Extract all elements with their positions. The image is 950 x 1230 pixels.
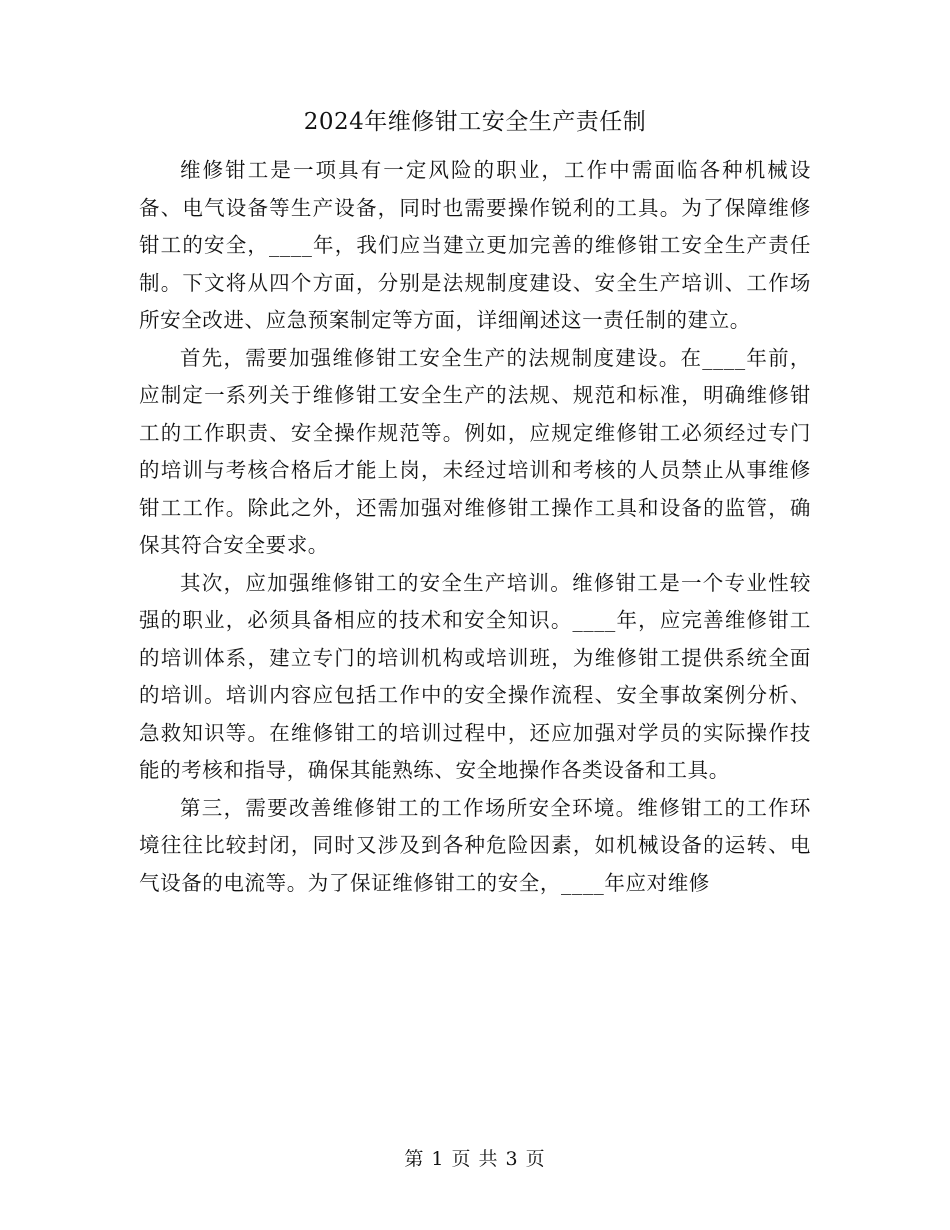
paragraph-intro: 维修钳工是一项具有一定风险的职业，工作中需面临各种机械设备、电气设备等生产设备，同时也需要操作锐利的工具。为了保障维修钳工的安全，____年，我们应当建立更加完善的维修钳工安全生产责任制。下文将从四个方面，分别是法规制度建设、安全生产培训、工作场所安全改进、应急预案制定等方面，详细阐述这一责任制的建立。 bbox=[139, 158, 811, 332]
paragraph-training: 其次，应加强维修钳工的安全生产培训。维修钳工是一个专业性较强的职业，必须具备相应的技术和安全知识。____年，应完善维修钳工的培训体系，建立专门的培训机构或培训班，为维修钳工提供系统全面的培训。培训内容应包括工作中的安全操作流程、安全事故案例分析、急救知识等。在维修钳工的培训过程中，还应加强对学员的实际操作技能的考核和指导，确保其能熟练、安全地操作各类设备和工具。 bbox=[139, 570, 811, 782]
document-body bbox=[139, 152, 811, 902]
page-footer: 第 1 页 共 3 页 bbox=[404, 1148, 546, 1170]
paragraph-workplace: 第三，需要改善维修钳工的工作场所安全环境。维修钳工的工作环境往往比较封闭，同时又涉及到各种危险因素，如机械设备的运转、电气设备的电流等。为了保证维修钳工的安全，____年应对维修 bbox=[139, 795, 811, 895]
document-title: 2024年维修钳工安全生产责任制 bbox=[303, 109, 647, 135]
paragraph-regulations: 首先，需要加强维修钳工安全生产的法规制度建设。在____年前，应制定一系列关于维修钳工安全生产的法规、规范和标准，明确维修钳工的工作职责、安全操作规范等。例如，应规定维修钳工必须经过专门的培训与考核合格后才能上岗，未经过培训和考核的人员禁止从事维修钳工工作。除此之外，还需加强对维修钳工操作工具和设备的监管，确保其符合安全要求。 bbox=[139, 345, 811, 557]
